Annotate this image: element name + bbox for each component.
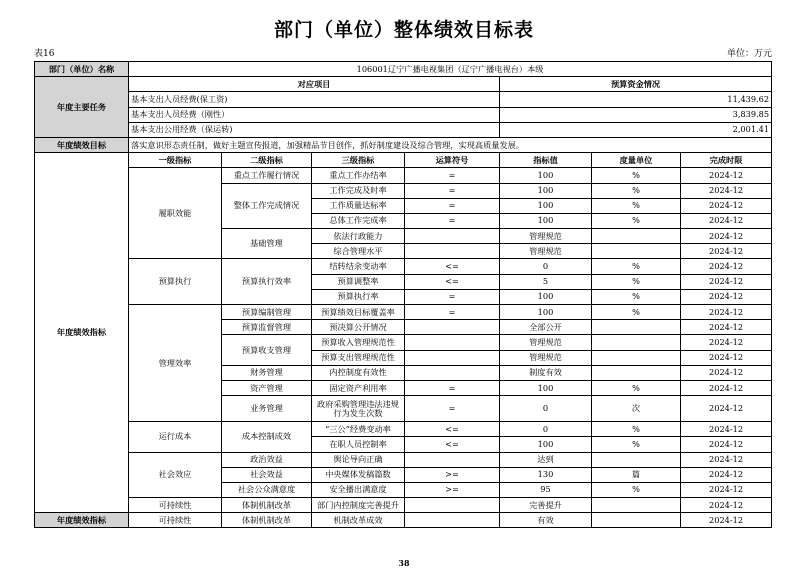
indicator-value: 100 bbox=[500, 168, 592, 183]
indicator-level3: 舆论导向正确 bbox=[312, 452, 405, 467]
indicator-value: 100 bbox=[500, 213, 592, 228]
indicator-level2: 社会公众满意度 bbox=[222, 482, 312, 497]
indicator-row-extra bbox=[35, 513, 772, 528]
indicator-unit bbox=[592, 452, 681, 467]
indicator-header-row bbox=[35, 153, 772, 168]
indicator-level1: 社会效应 bbox=[129, 452, 222, 498]
indicator-level3: 预算绩效目标覆盖率 bbox=[312, 305, 405, 320]
indicator-extra-op bbox=[405, 513, 500, 528]
indicator-deadline: 2024-12 bbox=[681, 244, 772, 259]
indicator-unit: % bbox=[592, 198, 681, 213]
indicator-unit: % bbox=[592, 482, 681, 497]
indicator-level2: 预算收支管理 bbox=[222, 335, 312, 365]
indicator-deadline: 2024-12 bbox=[681, 380, 772, 395]
col-header-op: 运算符号 bbox=[405, 153, 500, 168]
indicator-value: 达到 bbox=[500, 452, 592, 467]
col-project-header: 对应项目 bbox=[129, 77, 500, 92]
indicator-level1: 可持续性 bbox=[129, 498, 222, 513]
indicator-level3: 总体工作完成率 bbox=[312, 213, 405, 228]
indicator-operator: <= bbox=[405, 259, 500, 274]
task-amount: 3,839.85 bbox=[500, 107, 772, 122]
indicator-operator: = bbox=[405, 168, 500, 183]
indicator-unit: % bbox=[592, 289, 681, 304]
indicator-unit: 篇 bbox=[592, 467, 681, 482]
indicator-level2: 政治效益 bbox=[222, 452, 312, 467]
indicator-level3: 安全播出满意度 bbox=[312, 482, 405, 497]
indicator-level3: 结转结余变动率 bbox=[312, 259, 405, 274]
indicator-row bbox=[35, 168, 772, 183]
indicator-value: 完善提升 bbox=[500, 498, 592, 513]
indicator-unit: % bbox=[592, 274, 681, 289]
indicator-level3: 预算支出管理规范性 bbox=[312, 350, 405, 365]
indicator-value: 100 bbox=[500, 380, 592, 395]
indicator-value: 制度有效 bbox=[500, 365, 592, 380]
indicator-deadline: 2024-12 bbox=[681, 396, 772, 422]
indicator-deadline: 2024-12 bbox=[681, 289, 772, 304]
indicator-deadline: 2024-12 bbox=[681, 213, 772, 228]
indicator-unit: % bbox=[592, 380, 681, 395]
indicator-value: 0 bbox=[500, 259, 592, 274]
task-project: 基本支出人员经费(保工资) bbox=[129, 92, 500, 107]
indicator-operator: <= bbox=[405, 437, 500, 452]
indicator-operator bbox=[405, 452, 500, 467]
indicator-unit: % bbox=[592, 168, 681, 183]
indicator-extra-l3: 机制改革成效 bbox=[312, 513, 405, 528]
indicator-deadline: 2024-12 bbox=[681, 274, 772, 289]
indicator-unit: % bbox=[592, 183, 681, 198]
tasks-header-row bbox=[35, 77, 772, 92]
indicator-value: 100 bbox=[500, 437, 592, 452]
col-header-l2: 二级指标 bbox=[222, 153, 312, 168]
indicator-row bbox=[35, 452, 772, 467]
indicator-level1: 运行成本 bbox=[129, 422, 222, 452]
indicator-level3: 预决算公开情况 bbox=[312, 320, 405, 335]
page-number: 38 bbox=[398, 558, 410, 568]
goal-row bbox=[35, 137, 772, 152]
indicator-value: 100 bbox=[500, 289, 592, 304]
col-header-unit: 度量单位 bbox=[592, 153, 681, 168]
indicator-level3: 预算调整率 bbox=[312, 274, 405, 289]
indicator-unit: % bbox=[592, 259, 681, 274]
indicator-deadline: 2024-12 bbox=[681, 259, 772, 274]
indicator-level2: 预算执行效率 bbox=[222, 259, 312, 305]
indicator-value: 0 bbox=[500, 422, 592, 437]
indicator-row bbox=[35, 259, 772, 274]
indicator-value: 100 bbox=[500, 198, 592, 213]
indicator-level3: 工作完成及时率 bbox=[312, 183, 405, 198]
indicator-operator: >= bbox=[405, 482, 500, 497]
indicator-unit bbox=[592, 229, 681, 244]
indicator-deadline: 2024-12 bbox=[681, 168, 772, 183]
indicator-level3: 综合管理水平 bbox=[312, 244, 405, 259]
indicator-operator bbox=[405, 229, 500, 244]
indicator-operator bbox=[405, 335, 500, 350]
indicator-extra-l1: 可持续性 bbox=[129, 513, 222, 528]
indicator-operator: <= bbox=[405, 422, 500, 437]
indicator-deadline: 2024-12 bbox=[681, 198, 772, 213]
unit-label: 单位：万元 bbox=[726, 49, 772, 59]
indicator-level2: 预算监督管理 bbox=[222, 320, 312, 335]
indicator-deadline: 2024-12 bbox=[681, 498, 772, 513]
col-header-l3: 三级指标 bbox=[312, 153, 405, 168]
indicator-operator: >= bbox=[405, 467, 500, 482]
indicator-level3: 预算收入管理规范性 bbox=[312, 335, 405, 350]
indicator-unit bbox=[592, 320, 681, 335]
indicator-operator: = bbox=[405, 213, 500, 228]
dept-row bbox=[35, 62, 772, 77]
task-amount: 11,439.62 bbox=[500, 92, 772, 107]
dept-name: 106001辽宁广播电视集团（辽宁广播电视台）本级 bbox=[129, 62, 772, 77]
goal-label: 年度绩效目标 bbox=[35, 137, 129, 152]
task-row bbox=[35, 92, 772, 107]
task-project: 基本支出公用经费（保运转) bbox=[129, 122, 500, 137]
indicator-level2: 预算编制管理 bbox=[222, 305, 312, 320]
indicator-row bbox=[35, 422, 772, 437]
indicator-level3: 预算执行率 bbox=[312, 289, 405, 304]
indicator-level2: 社会效益 bbox=[222, 467, 312, 482]
indicator-level2: 整体工作完成情况 bbox=[222, 183, 312, 229]
indicator-extra-time: 2024-12 bbox=[681, 513, 772, 528]
indicator-deadline: 2024-12 bbox=[681, 350, 772, 365]
indicator-level2: 重点工作履行情况 bbox=[222, 168, 312, 183]
indicator-operator: <= bbox=[405, 274, 500, 289]
indicator-value: 100 bbox=[500, 183, 592, 198]
indicator-unit bbox=[592, 244, 681, 259]
indicator-unit bbox=[592, 365, 681, 380]
indicator-level3: 部门内控制度完善提升 bbox=[312, 498, 405, 513]
indicator-deadline: 2024-12 bbox=[681, 320, 772, 335]
indicator-level1: 履职效能 bbox=[129, 168, 222, 259]
col-header-val: 指标值 bbox=[500, 153, 592, 168]
indicator-deadline: 2024-12 bbox=[681, 305, 772, 320]
indicator-unit bbox=[592, 350, 681, 365]
indicator-level3: 工作质量达标率 bbox=[312, 198, 405, 213]
indicator-deadline: 2024-12 bbox=[681, 482, 772, 497]
indicators-label-extra: 年度绩效指标 bbox=[35, 513, 129, 528]
indicator-extra-unit bbox=[592, 513, 681, 528]
indicator-operator: = bbox=[405, 305, 500, 320]
indicator-operator bbox=[405, 320, 500, 335]
indicator-deadline: 2024-12 bbox=[681, 365, 772, 380]
indicator-operator: = bbox=[405, 289, 500, 304]
indicator-value: 管理规范 bbox=[500, 229, 592, 244]
indicator-deadline: 2024-12 bbox=[681, 335, 772, 350]
indicator-value: 5 bbox=[500, 274, 592, 289]
indicator-unit bbox=[592, 335, 681, 350]
indicator-value: 管理规范 bbox=[500, 350, 592, 365]
indicator-operator bbox=[405, 365, 500, 380]
indicator-deadline: 2024-12 bbox=[681, 422, 772, 437]
indicator-level2: 资产管理 bbox=[222, 380, 312, 395]
indicator-operator: = bbox=[405, 183, 500, 198]
indicator-level3: 内控制度有效性 bbox=[312, 365, 405, 380]
indicator-value: 130 bbox=[500, 467, 592, 482]
indicator-level2: 基础管理 bbox=[222, 229, 312, 259]
indicator-level3: 重点工作办结率 bbox=[312, 168, 405, 183]
indicator-operator: = bbox=[405, 198, 500, 213]
indicator-row bbox=[35, 498, 772, 513]
col-header-time: 完成时限 bbox=[681, 153, 772, 168]
task-row bbox=[35, 107, 772, 122]
indicator-value: 管理规范 bbox=[500, 335, 592, 350]
indicator-operator: = bbox=[405, 396, 500, 422]
task-row bbox=[35, 122, 772, 137]
indicator-extra-l2: 体制机制改革 bbox=[222, 513, 312, 528]
performance-table bbox=[34, 61, 772, 528]
col-header-l1: 一级指标 bbox=[129, 153, 222, 168]
indicator-unit: 次 bbox=[592, 396, 681, 422]
indicator-deadline: 2024-12 bbox=[681, 437, 772, 452]
indicator-level2: 财务管理 bbox=[222, 365, 312, 380]
dept-label: 部门（单位）名称 bbox=[35, 62, 129, 77]
indicator-unit: % bbox=[592, 437, 681, 452]
indicator-value: 0 bbox=[500, 396, 592, 422]
indicator-deadline: 2024-12 bbox=[681, 183, 772, 198]
indicator-operator bbox=[405, 498, 500, 513]
goal-text: 落实意识形态责任制，做好主题宣传报道，加强精品节目创作，抓好制度建设及综合管理，实现高质量发展。 bbox=[129, 137, 772, 152]
indicator-unit: % bbox=[592, 305, 681, 320]
indicator-level3: 政府采购管理违法违规行为发生次数 bbox=[312, 396, 405, 422]
indicator-level3: 固定资产利用率 bbox=[312, 380, 405, 395]
indicator-value: 95 bbox=[500, 482, 592, 497]
indicator-value: 全部公开 bbox=[500, 320, 592, 335]
indicator-row bbox=[35, 305, 772, 320]
indicator-deadline: 2024-12 bbox=[681, 229, 772, 244]
indicator-operator bbox=[405, 244, 500, 259]
indicator-level1: 预算执行 bbox=[129, 259, 222, 305]
indicator-unit: % bbox=[592, 213, 681, 228]
indicators-label: 年度绩效指标 bbox=[35, 153, 129, 513]
indicator-level3: 中央媒体发稿篇数 bbox=[312, 467, 405, 482]
table-number: 表16 bbox=[34, 49, 55, 59]
indicator-deadline: 2024-12 bbox=[681, 452, 772, 467]
indicator-level3: “三公”经费变动率 bbox=[312, 422, 405, 437]
indicator-operator bbox=[405, 350, 500, 365]
col-fund-header: 预算资金情况 bbox=[500, 77, 772, 92]
indicator-extra-val: 有效 bbox=[500, 513, 592, 528]
indicator-level1: 管理效率 bbox=[129, 305, 222, 422]
task-project: 基本支出人员经费（刚性） bbox=[129, 107, 500, 122]
indicator-level2: 业务管理 bbox=[222, 396, 312, 422]
indicator-value: 管理规范 bbox=[500, 244, 592, 259]
indicator-level2: 体制机制改革 bbox=[222, 498, 312, 513]
indicator-unit: % bbox=[592, 422, 681, 437]
page-title: 部门（单位）整体绩效目标表 bbox=[273, 19, 534, 41]
indicator-operator: = bbox=[405, 380, 500, 395]
task-amount: 2,001.41 bbox=[500, 122, 772, 137]
indicator-unit bbox=[592, 498, 681, 513]
indicator-deadline: 2024-12 bbox=[681, 467, 772, 482]
indicator-level2: 成本控制成效 bbox=[222, 422, 312, 452]
tasks-label: 年度主要任务 bbox=[35, 77, 129, 138]
indicator-value: 100 bbox=[500, 305, 592, 320]
indicator-level3: 在职人员控制率 bbox=[312, 437, 405, 452]
indicator-level3: 依法行政能力 bbox=[312, 229, 405, 244]
